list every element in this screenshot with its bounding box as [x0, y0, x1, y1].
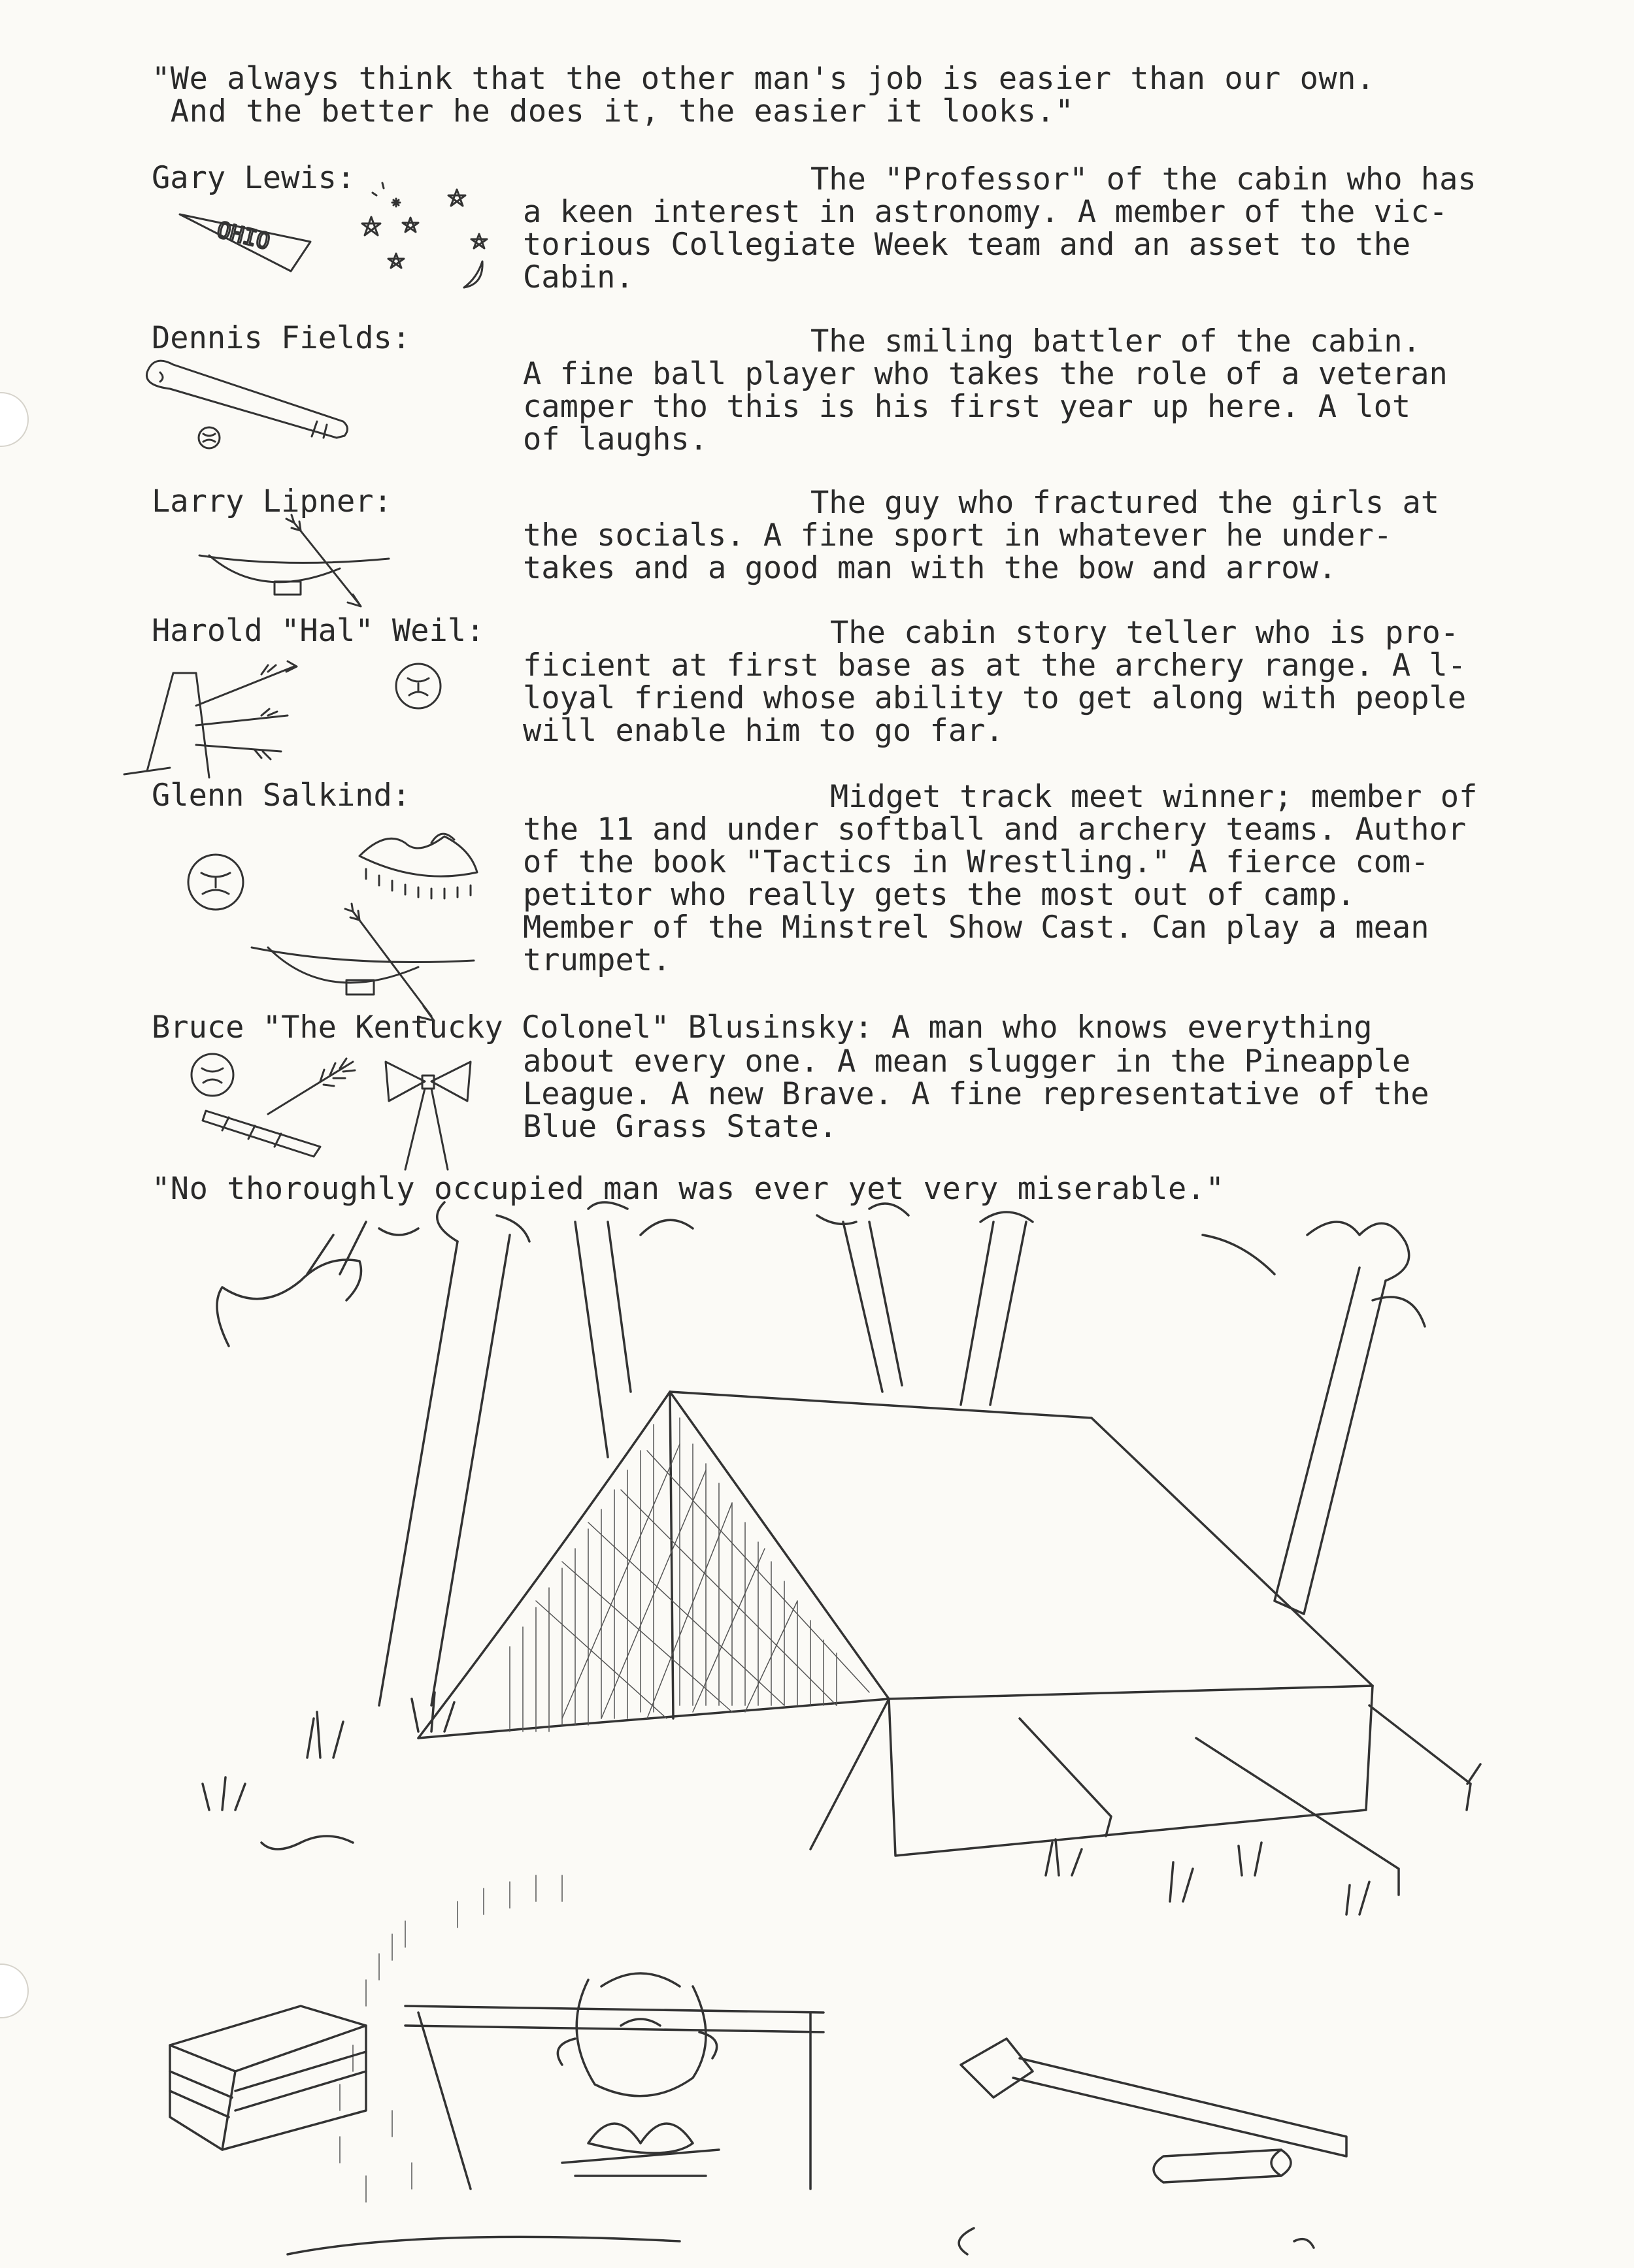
campfire-grill: [340, 1875, 824, 2202]
entry-line: A man who knows everything: [891, 1010, 1373, 1045]
bat-and-branch-icon: [203, 1055, 373, 1153]
bow-and-arrow-icon: [196, 516, 392, 614]
bow-and-arrow-icon: [248, 908, 484, 1026]
punch-hole: [0, 392, 29, 447]
tree-center: [817, 1204, 909, 1392]
baseball-icon: [183, 849, 248, 915]
entry-line: about every one. A mean slugger in the Pineapple: [523, 1044, 1411, 1079]
entry-description: [523, 487, 1439, 585]
entry-line: Member of the Minstrel Show Cast. Can play a mean: [523, 910, 1429, 945]
entry-line: a keen interest in astronomy. A member of the vic-: [523, 194, 1448, 230]
track-shoe-icon: [353, 823, 484, 908]
ground: [288, 2228, 1314, 2254]
entry-line: The cabin story teller who is pro-: [830, 615, 1459, 651]
entry-name: [152, 1010, 1373, 1045]
entry-line: loyal friend whose ability to get along with people: [523, 680, 1467, 716]
axe-and-log: [961, 2039, 1346, 2182]
baseball-bat-icon: [141, 353, 356, 457]
entry-line: Cabin.: [523, 259, 634, 295]
tree-left: [217, 1202, 529, 1705]
entry-line: of laughs.: [523, 421, 708, 457]
entry-line: of the book "Tactics in Wrestling." A fierce com-: [523, 844, 1429, 880]
entry-line: trumpet.: [523, 942, 671, 978]
entry-line: League. A new Brave. A fine representative of the: [523, 1076, 1429, 1112]
pennant-icon: [176, 196, 314, 288]
entry-line: takes and a good man with the bow and arrow.: [523, 550, 1337, 586]
entry-line: The guy who fractured the girls at: [810, 485, 1440, 521]
entry-line: The "Professor" of the cabin who has: [810, 161, 1476, 197]
entry-line: A fine ball player who takes the role of a veteran: [523, 356, 1448, 392]
top-quote-line-1: "We always think that the other man's job is easier than our own.: [152, 61, 1375, 97]
entry-name-text: Bruce "The Kentucky Colonel" Blusinsky:: [152, 1010, 873, 1045]
tree-center-left: [575, 1202, 693, 1457]
campsite-tent-illustration: [0, 1196, 1634, 2268]
entry-line: The smiling battler of the cabin.: [810, 323, 1421, 359]
entry-description: [523, 1045, 1429, 1143]
wood-box: [170, 2006, 366, 2150]
entry-name: Dennis Fields:: [152, 320, 411, 356]
entry-description: [523, 617, 1466, 748]
baseball-icon: [392, 660, 444, 712]
stars-moon-icon: [353, 176, 503, 301]
entry-line: ficient at first base as at the archery range. A l-: [523, 648, 1467, 683]
entry-description: [523, 325, 1448, 456]
entry-line: Midget track meet winner; member of: [830, 779, 1478, 815]
entry-line: petitor who really gets the most out of camp.: [523, 877, 1356, 913]
entry-line: the socials. A fine sport in whatever he under-: [523, 518, 1392, 553]
entry-name: Harold "Hal" Weil:: [152, 613, 485, 649]
grass: [203, 1692, 1369, 1915]
entry-name: Larry Lipner:: [152, 484, 392, 519]
bow-tie-icon: [379, 1052, 477, 1176]
entry-name: Glenn Salkind:: [152, 778, 411, 814]
tree-center-right: [961, 1212, 1033, 1405]
entry-line: Blue Grass State.: [523, 1109, 838, 1145]
pennant-text: OHIO: [214, 216, 273, 255]
top-quote-line-2: And the better he does it, the easier it looks.": [152, 93, 1075, 129]
entry-line: torious Collegiate Week team and an asset to the: [523, 227, 1411, 263]
entry-line: the 11 and under softball and archery teams. Author: [523, 812, 1467, 847]
bottom-quote: "No thoroughly occupied man was ever yet very miserable.": [152, 1171, 1225, 1207]
arrows-target-icon: [111, 653, 320, 784]
entry-line: will enable him to go far.: [523, 713, 1004, 749]
entry-description: [523, 781, 1477, 977]
tent: [418, 1392, 1480, 1895]
entry-line: camper tho this is his first year up here. A lot: [523, 389, 1411, 425]
entry-name: Gary Lewis:: [152, 160, 356, 196]
entry-description: [523, 163, 1476, 294]
